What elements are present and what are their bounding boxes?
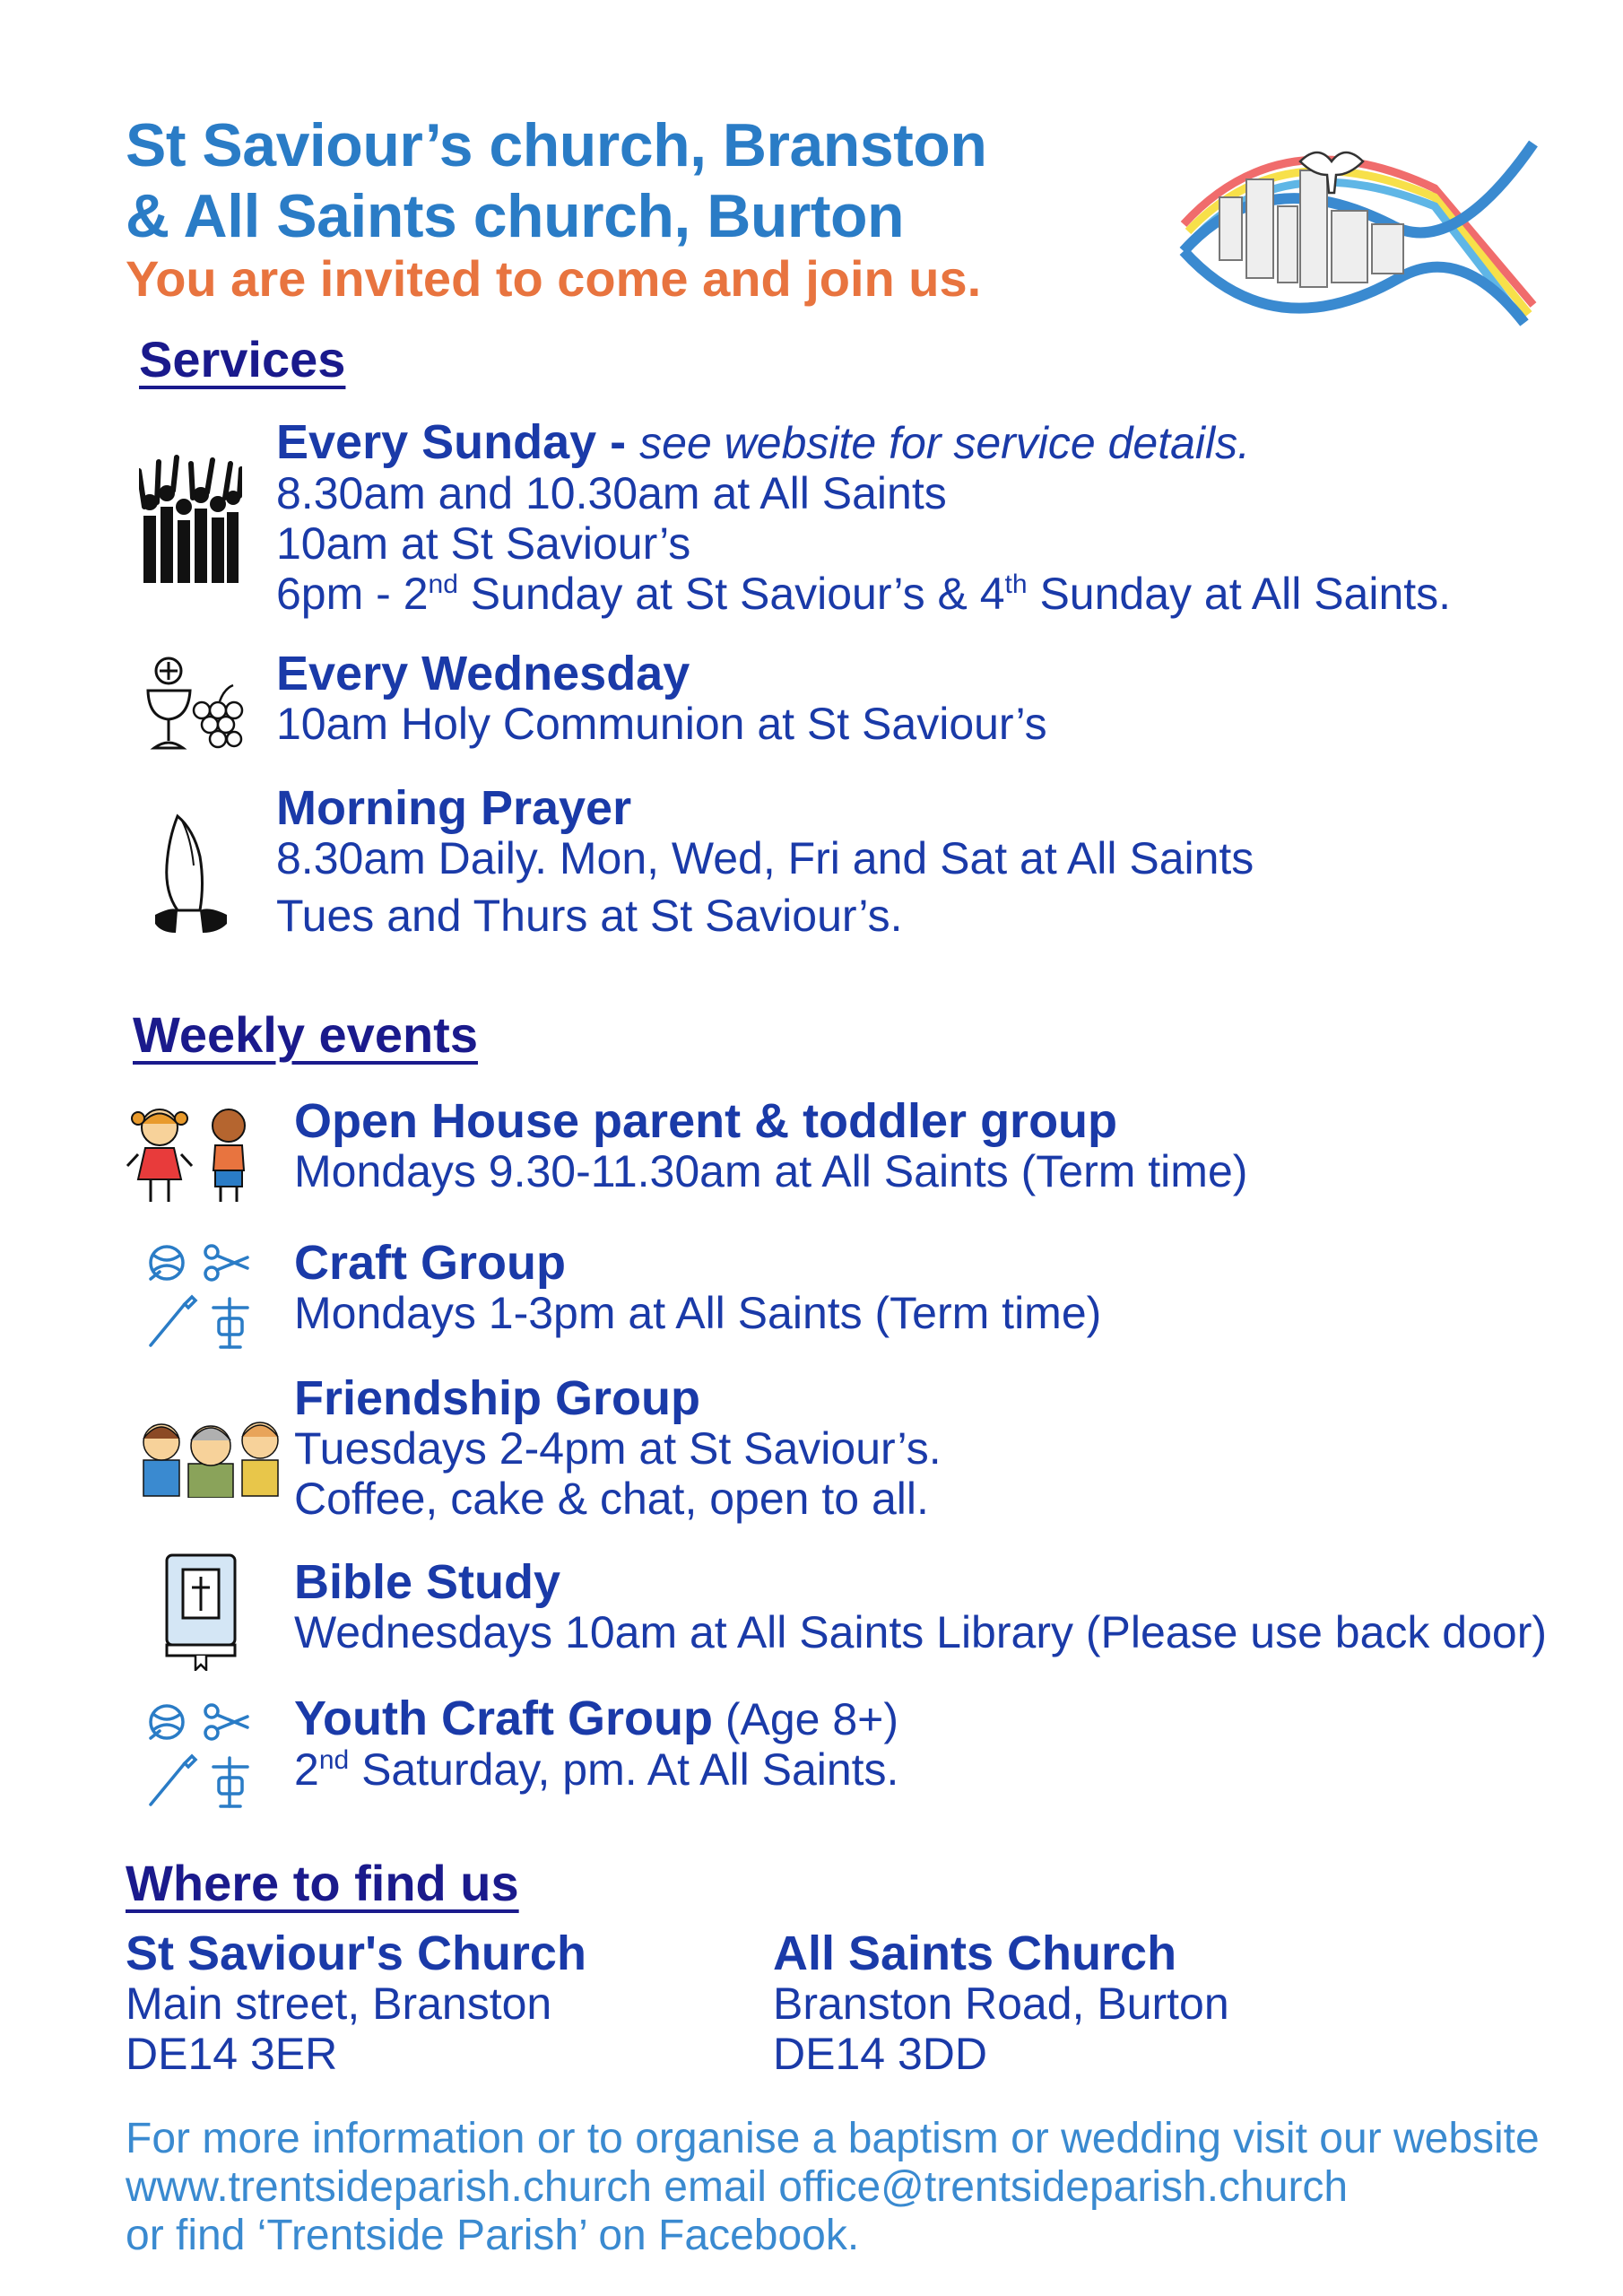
- sunday-line-3: [276, 569, 1451, 619]
- craft-tools-icon: [142, 1236, 258, 1352]
- sunday-services: [276, 417, 1451, 619]
- wednesday-line-1: 10am Holy Communion at St Saviour’s: [276, 699, 1047, 749]
- friendship-group-event: [294, 1373, 942, 1524]
- bible-study-line-1: Wednesdays 10am at All Saints Library (Please use back door): [294, 1607, 1548, 1657]
- st-saviours-address: [126, 1928, 586, 2079]
- craft-group-line-1: Mondays 1-3pm at All Saints (Term time): [294, 1288, 1102, 1338]
- wednesday-heading: Every Wednesday: [276, 647, 690, 700]
- craft-tools-icon: [142, 1695, 258, 1812]
- fish-rainbow-dove-logo: [1166, 126, 1542, 332]
- youth-line-sup: nd: [318, 1745, 350, 1775]
- open-house-event: [294, 1096, 1247, 1196]
- youth-craft-group-line-1: [294, 1744, 898, 1795]
- services-heading: Services: [139, 331, 346, 387]
- st-saviours-postcode: DE14 3ER: [126, 2029, 338, 2079]
- youth-craft-group-heading: [294, 1693, 898, 1744]
- craft-group-heading: Craft Group: [294, 1236, 566, 1290]
- craft-group-event: [294, 1238, 1101, 1338]
- sunday-line-3-part-a: 6pm - 2: [276, 569, 429, 619]
- youth-craft-group-age: (Age 8+): [712, 1694, 898, 1744]
- elderly-friends-icon: [135, 1399, 287, 1498]
- children-icon: [126, 1099, 260, 1206]
- bible-study-event: [294, 1557, 1547, 1657]
- morning-prayer-services: [276, 783, 1254, 941]
- sunday-line-3-sup-2: th: [1004, 570, 1028, 599]
- title-line-1: St Saviour’s church, Branston: [126, 111, 987, 179]
- all-saints-postcode: DE14 3DD: [773, 2029, 987, 2079]
- all-saints-street: Branston Road, Burton: [773, 1979, 1229, 2029]
- bible-study-heading: Bible Study: [294, 1555, 561, 1609]
- footer-website-email[interactable]: www.trentsideparish.church email office@trentsideparish.church: [126, 2163, 1349, 2211]
- friendship-group-line-2: Coffee, cake & chat, open to all.: [294, 1474, 929, 1524]
- sunday-line-3-part-b: Sunday at St Saviour’s & 4: [457, 569, 1005, 619]
- friendship-group-line-1: Tuesdays 2-4pm at St Saviour’s.: [294, 1423, 942, 1474]
- wednesday-services: [276, 648, 1047, 749]
- morning-prayer-line-1: 8.30am Daily. Mon, Wed, Fri and Sat at All Saints: [276, 833, 1254, 883]
- sunday-title: Every Sunday -: [276, 415, 627, 469]
- footer-line-3: or find ‘Trentside Parish’ on Facebook.: [126, 2212, 860, 2259]
- title-line-2: & All Saints church, Burton: [126, 182, 905, 250]
- open-house-line-1: Mondays 9.30-11.30am at All Saints (Term time): [294, 1146, 1248, 1196]
- sunday-note: see website for service details.: [639, 418, 1251, 468]
- footer-info: [126, 2115, 1540, 2260]
- youth-line-part-a: 2: [294, 1744, 319, 1795]
- friendship-group-heading: Friendship Group: [294, 1371, 700, 1425]
- sunday-heading: [276, 417, 1451, 468]
- where-to-find-us-heading: Where to find us: [126, 1855, 519, 1911]
- all-saints-name: All Saints Church: [773, 1926, 1177, 1980]
- all-saints-address: [773, 1928, 1229, 2079]
- praying-hands-icon: [151, 812, 231, 937]
- youth-line-part-b: Saturday, pm. At All Saints.: [349, 1744, 899, 1795]
- sunday-line-1: 8.30am and 10.30am at All Saints: [276, 468, 947, 518]
- weekly-events-heading: Weekly events: [133, 1006, 478, 1063]
- worship-crowd-icon: [139, 453, 242, 587]
- sunday-line-3-sup-1: nd: [428, 570, 458, 599]
- youth-craft-group-event: [294, 1693, 898, 1795]
- footer-line-1: For more information or to organise a baptism or wedding visit our website: [126, 2115, 1540, 2162]
- morning-prayer-heading: Morning Prayer: [276, 781, 632, 835]
- open-house-heading: Open House parent & toddler group: [294, 1094, 1118, 1148]
- st-saviours-street: Main street, Branston: [126, 1979, 552, 2029]
- youth-craft-group-title: Youth Craft Group: [294, 1692, 713, 1745]
- sunday-line-3-part-c: Sunday at All Saints.: [1027, 569, 1452, 619]
- sunday-line-2: 10am at St Saviour’s: [276, 518, 691, 569]
- morning-prayer-line-2: Tues and Thurs at St Saviour’s.: [276, 891, 903, 941]
- invitation-text: You are invited to come and join us.: [126, 250, 982, 307]
- communion-chalice-grapes-icon: [143, 655, 247, 753]
- st-saviours-name: St Saviour's Church: [126, 1926, 586, 1980]
- bible-book-icon: [161, 1550, 242, 1671]
